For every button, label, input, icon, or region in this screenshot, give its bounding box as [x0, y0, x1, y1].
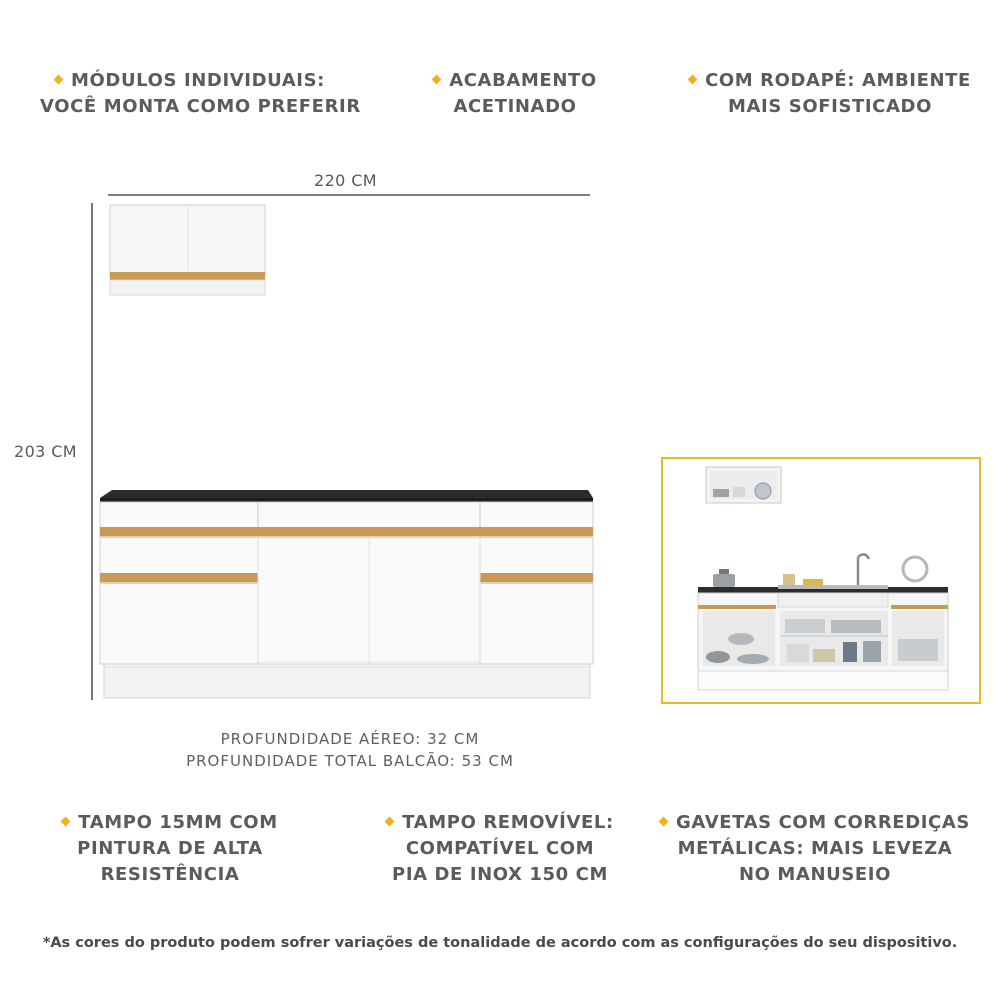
diamond-bullet-icon — [385, 817, 395, 827]
wall-cabinet — [110, 205, 265, 295]
plinth — [104, 664, 590, 698]
feature-modulos: MÓDULOS INDIVIDUAIS: VOCÊ MONTA COMO PREFERIR — [40, 70, 361, 117]
depth-aereo-text: PROFUNDIDADE AÉREO: 32 CM — [220, 730, 480, 748]
handle-strip-top — [100, 527, 593, 536]
depth-balcao-text: PROFUNDIDADE TOTAL BALCÃO: 53 CM — [186, 752, 514, 770]
countertop — [100, 490, 593, 498]
bowl-icon — [755, 483, 771, 499]
wall-cabinet-handle — [110, 272, 265, 280]
base-cabinet — [100, 490, 593, 698]
feature-acabamento: ACABAMENTO ACETINADO — [420, 68, 610, 120]
height-dimension-label: 203 CM — [14, 442, 78, 461]
handle-strip-left — [100, 573, 258, 582]
diamond-bullet-icon — [659, 817, 669, 827]
kitchen-preview-illustration — [663, 459, 979, 702]
diamond-bullet-icon — [61, 817, 71, 827]
feature-rodape: COM RODAPÉ: AMBIENTE MAIS SOFISTICADO — [680, 68, 980, 120]
width-dimension-label: 220 CM — [314, 171, 378, 190]
feature-tampo-removivel: TAMPO REMOVÍVEL: COMPATÍVEL COM PIA DE INOX 150 CM — [375, 810, 625, 888]
handle-strip-right — [480, 573, 593, 582]
feature-tampo-15mm: TAMPO 15MM COM PINTURA DE ALTA RESISTÊNCIA — [40, 810, 300, 888]
kitchen-preview-photo — [661, 457, 981, 704]
color-disclaimer-footnote: *As cores do produto podem sofrer variações de tonalidade de acordo com as configurações do seu dispositivo. — [42, 935, 958, 951]
feature-gavetas: GAVETAS COM CORREDIÇAS METÁLICAS: MAIS LEVEZA NO MANUSEIO — [660, 810, 970, 888]
